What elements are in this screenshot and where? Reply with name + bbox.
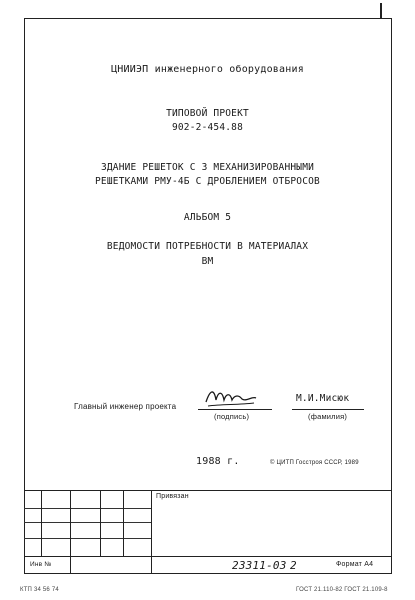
title-block-divider (151, 490, 152, 574)
title-block-column-line (123, 490, 124, 556)
document-title-line1: ВЕДОМОСТИ ПОТРЕБНОСТИ В МАТЕРИАЛАХ (106, 241, 309, 252)
privyazan-label: Привязан (156, 493, 189, 500)
engineer-name: М.И.Мисюк (296, 393, 350, 404)
inventory-number-label: Инв № (30, 561, 52, 568)
title-block-bottom-rule (24, 556, 392, 557)
album-number: АЛЬБОМ 5 (183, 212, 232, 223)
title-block-column-line (100, 490, 101, 556)
footer-left-code: КТП 34 56 74 (20, 587, 59, 593)
paper-format: Формат А4 (336, 561, 374, 568)
signature-underline (198, 409, 272, 410)
chief-engineer-label: Главный инженер проекта (74, 402, 177, 411)
sheet-code: 23311-03 (232, 559, 287, 572)
title-block-row-line (24, 508, 151, 509)
year: 1988 г. (196, 456, 240, 467)
building-title-line2: РЕШЕТКАМИ РМУ-4Б С ДРОБЛЕНИЕМ ОТБРОСОВ (95, 176, 320, 187)
sheet-page: 2 (290, 559, 297, 572)
organization-name: ЦНИИЭП инженерного оборудования (111, 64, 304, 75)
document-title-line2: ВМ (201, 256, 214, 267)
title-block-top-rule (24, 490, 392, 491)
footer-gost-reference: ГОСТ 21.110-82 ГОСТ 21.109-8 (296, 587, 388, 593)
title-block-row-line (24, 538, 151, 539)
name-caption: (фамилия) (308, 412, 348, 421)
copyright: © ЦИТП Госстроя СССР, 1989 (270, 460, 359, 466)
project-type: ТИПОВОЙ ПРОЕКТ (166, 108, 249, 119)
name-underline (292, 409, 364, 410)
title-block-row-line (24, 522, 151, 523)
title-block-column-line (70, 490, 71, 556)
top-corner-mark (380, 3, 382, 19)
title-block-column-line (70, 556, 71, 574)
handwritten-signature (202, 384, 260, 410)
title-block-column-line (24, 556, 25, 574)
building-title-line1: ЗДАНИЕ РЕШЕТОК С 3 МЕХАНИЗИРОВАННЫМИ (100, 162, 315, 173)
project-number: 902-2-454.88 (171, 122, 244, 133)
title-block-column-line (41, 490, 42, 556)
signature-caption: (подпись) (214, 412, 250, 421)
